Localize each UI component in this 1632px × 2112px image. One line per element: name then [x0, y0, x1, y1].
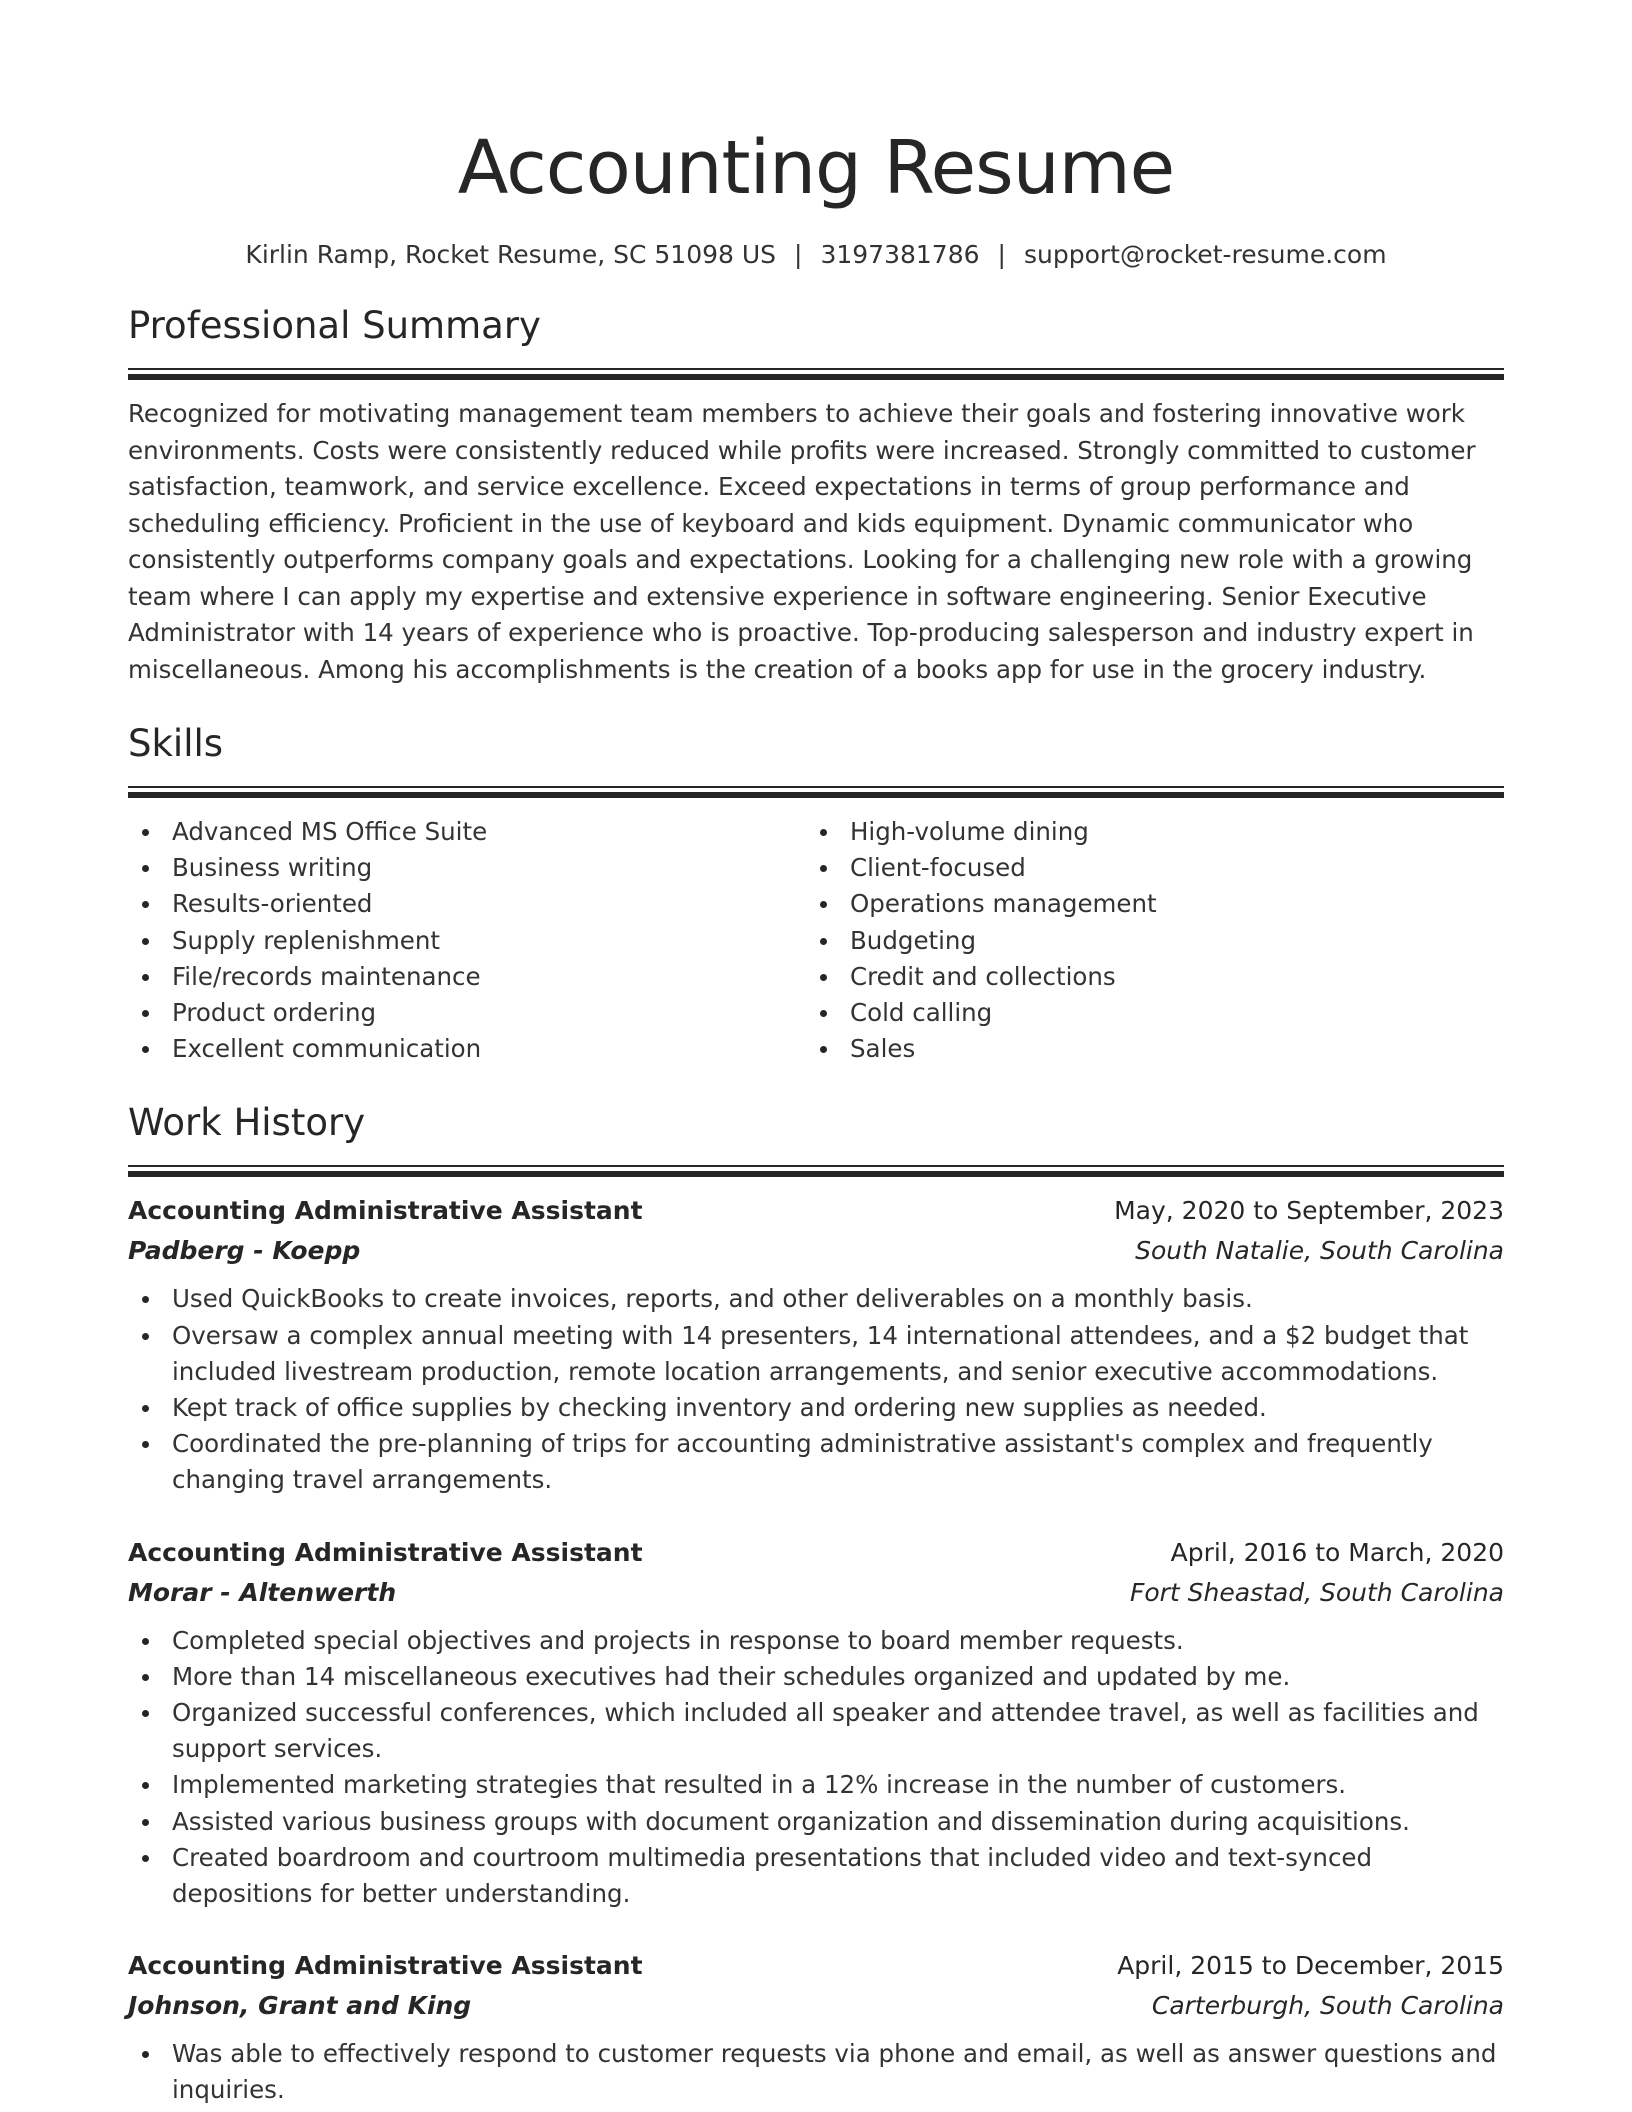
job-company-row	[128, 1231, 1504, 1271]
skills-section	[128, 720, 1504, 1067]
contact-email: support@rocket-resume.com	[1023, 240, 1387, 269]
job-dates: April, 2015 to December, 2015	[1117, 1951, 1504, 1981]
job-duty: More than 14 miscellaneous executives had their schedules organized and updated by me.	[128, 1659, 1504, 1695]
skill-item: Sales	[806, 1031, 1484, 1067]
skill-item: File/records maintenance	[128, 959, 806, 995]
skills-list-left	[128, 814, 806, 1067]
job-location: South Natalie, South Carolina	[1135, 1236, 1504, 1266]
skill-item: Advanced MS Office Suite	[128, 814, 806, 850]
job-location: Fort Sheastad, South Carolina	[1129, 1577, 1504, 1607]
contact-phone: 3197381786	[820, 240, 980, 269]
summary-heading: Professional Summary	[128, 304, 541, 347]
job-entry	[128, 1191, 1504, 1498]
job-header-row	[128, 1946, 1504, 1986]
job-entry	[128, 1533, 1504, 1913]
job-header-row	[128, 1191, 1504, 1231]
contact-separator: |	[794, 240, 803, 269]
job-header-row	[128, 1533, 1504, 1573]
summary-text: Recognized for motivating management team members to achieve their goals and fostering innovative work environments. Costs were consistently reduced while profits were increased. Strongly committed to customer satisfaction, teamwork, and service excellence. Exceed expectations in terms of group performance and scheduling efficiency. Proficient in the use of keyboard and kids equipment. Dynamic communicator who consistently outperforms company goals and expectations. Looking for a challenging new role with a growing team where I can apply my expertise and extensive experience in software engineering. Senior Executive Administrator with 14 years of experience who is proactive. Top-producing salesperson and industry expert in miscellaneous. Among his accomplishments is the creation of a books app for use in the grocery industry.	[128, 399, 1476, 684]
resume-page	[128, 0, 1504, 2109]
job-duty: Kept track of office supplies by checking inventory and ordering new supplies as needed.	[128, 1390, 1504, 1426]
job-company: Padberg - Koepp	[128, 1236, 361, 1266]
job-duty: Implemented marketing strategies that resulted in a 12% increase in the number of customers.	[128, 1767, 1504, 1803]
work-history-heading: Work History	[128, 1101, 366, 1145]
job-duties-list	[128, 2036, 1504, 2108]
contact-separator: |	[997, 240, 1006, 269]
job-duty: Assisted various business groups with document organization and dissemination during acquisitions.	[128, 1804, 1504, 1840]
skills-grid	[128, 814, 1504, 1067]
skill-item: Business writing	[128, 850, 806, 886]
job-location: Carterburgh, South Carolina	[1151, 1991, 1504, 2021]
job-duty: Was able to effectively respond to customer requests via phone and email, as well as answer questions and inquiries.	[128, 2036, 1504, 2108]
skill-item: Budgeting	[806, 923, 1484, 959]
job-title: Accounting Administrative Assistant	[128, 1537, 643, 1567]
skill-item: Operations management	[806, 886, 1484, 922]
job-company: Johnson, Grant and King	[128, 1991, 472, 2021]
skill-item: Credit and collections	[806, 959, 1484, 995]
job-duty: Used QuickBooks to create invoices, reports, and other deliverables on a monthly basis.	[128, 1281, 1504, 1317]
section-divider	[128, 368, 1504, 380]
skill-item: Client-focused	[806, 850, 1484, 886]
skill-item: Supply replenishment	[128, 923, 806, 959]
contact-address: Kirlin Ramp, Rocket Resume, SC 51098 US	[245, 240, 777, 269]
job-company: Morar - Altenwerth	[128, 1577, 397, 1607]
skill-item: Results-oriented	[128, 886, 806, 922]
work-history-section	[128, 1099, 1504, 2108]
job-dates: May, 2020 to September, 2023	[1114, 1196, 1504, 1226]
job-duty: Coordinated the pre-planning of trips for accounting administrative assistant's complex and frequently changing travel arrangements.	[128, 1426, 1504, 1498]
job-duties-list	[128, 1623, 1504, 1913]
job-company-row	[128, 1573, 1504, 1613]
job-duty: Created boardroom and courtroom multimedia presentations that included video and text-synced depositions for better understanding.	[128, 1840, 1504, 1912]
skill-item: Product ordering	[128, 995, 806, 1031]
job-duty: Organized successful conferences, which included all speaker and attendee travel, as well as facilities and support services.	[128, 1695, 1504, 1767]
summary-section	[128, 302, 1504, 688]
skill-item: Excellent communication	[128, 1031, 806, 1067]
job-company-row	[128, 1986, 1504, 2026]
job-title: Accounting Administrative Assistant	[128, 1951, 643, 1981]
job-duties-list	[128, 1281, 1504, 1498]
job-dates: April, 2016 to March, 2020	[1170, 1537, 1504, 1567]
skill-item: Cold calling	[806, 995, 1484, 1031]
skills-list-right	[806, 814, 1484, 1067]
skills-heading: Skills	[128, 722, 224, 765]
section-divider	[128, 1165, 1504, 1177]
job-title: Accounting Administrative Assistant	[128, 1196, 643, 1226]
job-duty: Oversaw a complex annual meeting with 14 presenters, 14 international attendees, and a $2 budget that included livestream production, remote location arrangements, and senior executive accommodations.	[128, 1318, 1504, 1390]
job-entry	[128, 1946, 1504, 2108]
skill-item: High-volume dining	[806, 814, 1484, 850]
resume-title: Accounting Resume	[457, 125, 1175, 211]
section-divider	[128, 786, 1504, 798]
contact-line	[128, 239, 1504, 271]
job-duty: Completed special objectives and projects in response to board member requests.	[128, 1623, 1504, 1659]
